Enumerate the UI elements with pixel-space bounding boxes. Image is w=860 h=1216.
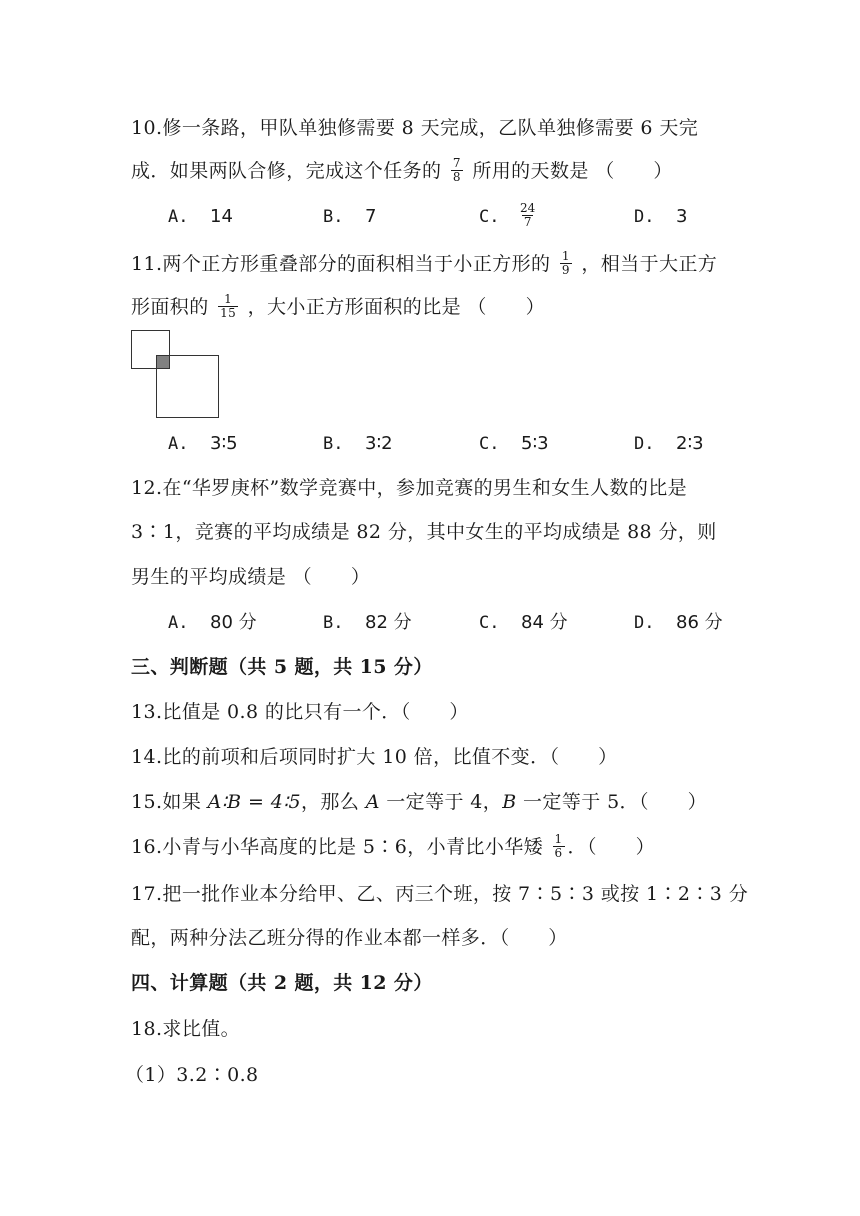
q18-part-1: （1）3.2∶0.8 xyxy=(125,1064,259,1086)
q10-fraction xyxy=(451,157,463,184)
q11-option-b[interactable] xyxy=(323,429,393,458)
overlapping-squares-figure xyxy=(131,330,221,420)
q10-frac-den: 8 xyxy=(452,169,461,184)
q10-option-a[interactable] xyxy=(168,202,233,231)
frac-num: 1 xyxy=(224,291,233,306)
option-value: 7 xyxy=(365,206,377,227)
q15-text-c: 一定等于 4， xyxy=(386,791,503,813)
option-value: 5∶3 xyxy=(521,433,549,454)
option-value: 86 分 xyxy=(676,612,723,633)
frac-num: 24 xyxy=(520,200,536,215)
section-3-heading: 三、判断题（共 5 题，共 15 分） xyxy=(131,656,433,678)
q11-text-a: 11.两个正方形重叠部分的面积相当于小正方形的 xyxy=(131,253,551,275)
q15-var-b: B xyxy=(502,791,517,813)
option-label: A. xyxy=(168,207,189,227)
q10-line-2 xyxy=(131,157,673,186)
q12-option-b[interactable] xyxy=(323,608,412,637)
q17-line-1: 17.把一批作业本分给甲、乙、丙三个班，按 7∶5∶3 或按 1∶2∶3 分 xyxy=(131,883,749,905)
q15-line xyxy=(131,788,707,816)
q12-option-d[interactable] xyxy=(634,608,723,637)
option-value: 3∶5 xyxy=(210,433,238,454)
q15-ratio-expression: A∶B = 4∶5 xyxy=(207,791,302,813)
q12-option-c[interactable] xyxy=(479,608,568,637)
q10-option-c-fraction xyxy=(518,202,537,229)
option-value: 2∶3 xyxy=(676,433,704,454)
q11-text-d: ，大小正方形面积的比是 （ ） xyxy=(247,296,546,318)
option-label: A. xyxy=(168,613,189,633)
q12-line-1: 12.在“华罗庚杯”数学竞赛中，参加竞赛的男生和女生人数的比是 xyxy=(131,477,688,499)
q16-text-a: 16.小青与小华高度的比是 5∶6，小青比小华矮 xyxy=(131,836,544,858)
option-label: B. xyxy=(323,434,344,454)
q10-frac-num: 7 xyxy=(452,155,461,170)
section-4-heading: 四、计算题（共 2 题，共 12 分） xyxy=(131,972,433,994)
option-label: B. xyxy=(323,207,344,227)
option-label: D. xyxy=(634,207,655,227)
frac-den: 9 xyxy=(561,262,570,277)
q13-text: 13.比值是 0.8 的比只有一个．（ ） xyxy=(131,701,469,723)
option-value: 80 分 xyxy=(210,612,257,633)
q11-option-c[interactable] xyxy=(479,429,549,458)
q17-line-2: 配，两种分法乙班分得的作业本都一样多．（ ） xyxy=(131,927,568,949)
option-label: C. xyxy=(479,434,500,454)
q12-line-2: 3∶1，竞赛的平均成绩是 82 分，其中女生的平均成绩是 88 分，则 xyxy=(131,521,717,543)
q11-fraction-2 xyxy=(218,293,238,320)
q16-line xyxy=(131,833,655,862)
q14-text: 14.比的前项和后项同时扩大 10 倍，比值不变．（ ） xyxy=(131,746,618,768)
q11-text-b: ，相当于大正方 xyxy=(581,253,718,275)
q18-title: 18.求比值。 xyxy=(131,1018,241,1040)
q10-line-1: 10.修一条路，甲队单独修需要 8 天完成，乙队单独修需要 6 天完 xyxy=(131,117,699,139)
q10-text-a: 成．如果两队合修，完成这个任务的 xyxy=(131,160,442,182)
option-label: A. xyxy=(168,434,189,454)
option-label: D. xyxy=(634,613,655,633)
q11-line-2 xyxy=(131,293,545,322)
option-label: D. xyxy=(634,434,655,454)
q15-text-a: 15.如果 xyxy=(131,791,202,813)
q12-line-3: 男生的平均成绩是 （ ） xyxy=(131,566,371,588)
q15-text-d: 一定等于 5．（ ） xyxy=(523,791,708,813)
q12-option-a[interactable] xyxy=(168,608,257,637)
option-value: 84 分 xyxy=(521,612,568,633)
frac-num: 1 xyxy=(561,248,570,263)
frac-den: 15 xyxy=(220,305,237,320)
q16-text-b: ．（ ） xyxy=(567,836,656,858)
q10-text-b: 所用的天数是 （ ） xyxy=(472,160,673,182)
option-value: 82 分 xyxy=(365,612,412,633)
q10-option-c[interactable] xyxy=(479,202,540,231)
option-value: 3 xyxy=(676,206,688,227)
q15-var-a: A xyxy=(365,791,380,813)
option-label: C. xyxy=(479,207,500,227)
q11-option-d[interactable] xyxy=(634,429,704,458)
option-value: 14 xyxy=(210,206,233,227)
q11-line-1 xyxy=(131,250,717,279)
option-label: C. xyxy=(479,613,500,633)
q16-fraction xyxy=(553,833,565,860)
q11-option-a[interactable] xyxy=(168,429,238,458)
q11-fraction-1 xyxy=(560,250,572,277)
q10-option-b[interactable] xyxy=(323,202,376,231)
q10-option-d[interactable] xyxy=(634,202,687,231)
option-label: B. xyxy=(323,613,344,633)
q15-text-b: ，那么 xyxy=(301,791,360,813)
frac-den: 6 xyxy=(554,845,563,860)
frac-num: 1 xyxy=(554,831,563,846)
overlap-region xyxy=(157,356,170,369)
q11-text-c: 形面积的 xyxy=(131,296,209,318)
option-value: 3∶2 xyxy=(365,433,393,454)
frac-den: 7 xyxy=(523,214,532,229)
